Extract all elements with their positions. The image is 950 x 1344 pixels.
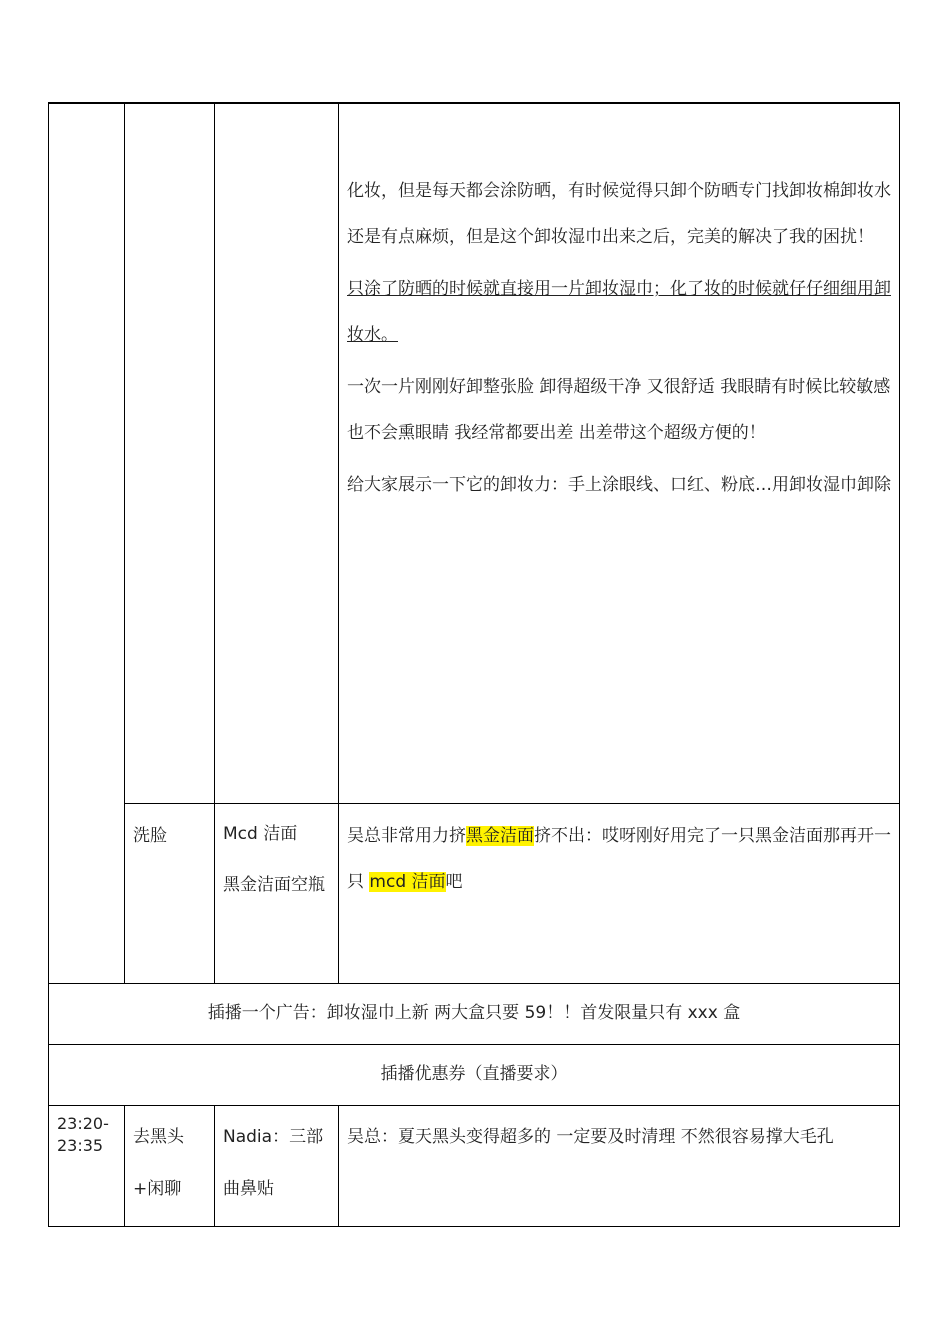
- segment-label: 洗脸: [133, 826, 167, 846]
- highlight-product-name: mcd 洁面: [369, 872, 446, 892]
- product-label-line1: Mcd 洁面: [223, 824, 298, 844]
- content-paragraph: [347, 813, 891, 905]
- content-paragraph: 化妆，但是每天都会涂防晒，有时候觉得只卸个防晒专门找卸妆棉卸妆水还是有点麻烦，但是这个卸妆湿巾出来之后，完美的解决了我的困扰！: [347, 181, 891, 247]
- ad-announcement-row: 插播一个广告：卸妆湿巾上新 两大盒只要 59！！首发限量只有 xxx 盒: [48, 983, 900, 1045]
- product-cell-row3: [214, 1105, 339, 1227]
- content-paragraph-underlined: 只涂了防晒的时候就直接用一片卸妆湿巾；化了妆的时候就仔仔细细用卸妆水。: [347, 279, 891, 345]
- time-cell-row1: [48, 104, 125, 984]
- product-label-line2: 黑金洁面空瓶: [223, 875, 325, 895]
- coupon-announcement-row: 插播优惠券（直播要求）: [48, 1044, 900, 1106]
- segment-cell-row3: [124, 1105, 215, 1227]
- segment-cell-row1: [124, 104, 215, 804]
- text-segment: 吧: [445, 872, 463, 892]
- text-segment: 挤不出：哎呀刚好用完了一只黑金洁面那再开一只: [347, 826, 891, 892]
- content-paragraph: 吴总：夏天黑头变得超多的 一定要及时清理 不然很容易撑大毛孔: [347, 1127, 834, 1147]
- product-cell-row2: [214, 803, 339, 984]
- text-segment: 吴总非常用力挤: [347, 826, 466, 846]
- segment-label: 去黑头+闲聊: [133, 1127, 184, 1199]
- highlight-product-name: 黑金洁面: [466, 826, 534, 846]
- product-label: Nadia：三部曲鼻贴: [223, 1127, 324, 1199]
- content-cell-row3: [338, 1105, 900, 1227]
- content-paragraph: 给大家展示一下它的卸妆力：手上涂眼线、口红、粉底…用卸妆湿巾卸除: [347, 475, 891, 495]
- content-paragraph: 一次一片刚刚好卸整张脸 卸得超级干净 又很舒适 我眼睛有时候比较敏感也不会熏眼睛 我经常都要出差 出差带这个超级方便的！: [347, 377, 891, 443]
- time-cell-row3: [48, 1105, 125, 1227]
- segment-cell-row2: [124, 803, 215, 984]
- content-cell-row1: [338, 104, 900, 804]
- product-cell-row1: [214, 104, 339, 804]
- time-range: 23:20-23:35: [57, 1114, 109, 1155]
- content-cell-row2: [338, 803, 900, 984]
- script-table: [48, 102, 900, 1227]
